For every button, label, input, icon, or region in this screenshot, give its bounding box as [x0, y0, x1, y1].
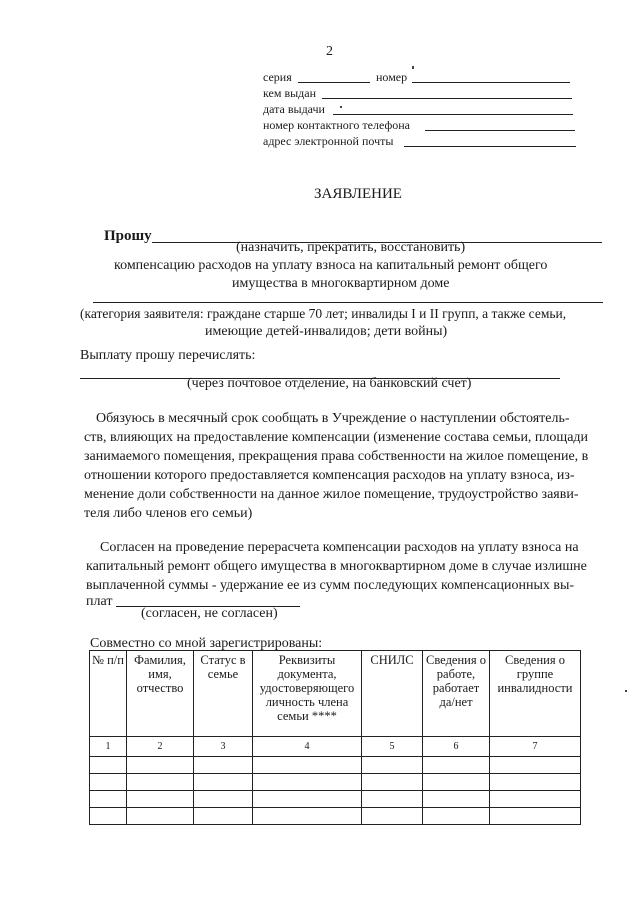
obligation-line: занимаемого помещения, прекращения права собственности на жилое помещение, в: [84, 449, 589, 464]
scan-speck: [625, 690, 627, 692]
consent-hint: (согласен, не согласен): [141, 606, 278, 621]
header-cell: Статус в семье: [194, 651, 253, 737]
issue-date-field[interactable]: [333, 114, 573, 115]
registered-caption: Совместно со мной зарегистрированы:: [90, 636, 323, 651]
email-field[interactable]: [404, 146, 576, 147]
request-label: Прошу: [104, 228, 152, 244]
obligation-line: Обязуюсь в месячный срок сообщать в Учреждение о наступлении обстоятель-: [96, 411, 570, 426]
request-text-line1: компенсацию расходов на уплату взноса на капитальный ремонт общего: [114, 258, 548, 273]
header-cell: Сведения о работе, работает да/нет: [423, 651, 490, 737]
consent-line: выплаченной суммы - удержание ее из сумм последующих компенсационных вы-: [86, 578, 575, 593]
request-text-line2: имущества в многоквартирном доме: [232, 276, 450, 291]
column-number: 5: [362, 737, 423, 757]
header-cell: Реквизиты документа, удостоверяющего личность члена семьи ****: [253, 651, 362, 737]
obligation-line: ств, влияющих на предоставление компенсации (изменение состава семьи, площади: [84, 430, 589, 445]
column-number: 4: [253, 737, 362, 757]
obligation-line: отношении которого предоставляется компенсация расходов на уплату взноса, из-: [84, 468, 575, 483]
scan-speck: [412, 66, 414, 69]
column-number: 2: [127, 737, 194, 757]
category-field[interactable]: [93, 302, 603, 303]
consent-line: капитальный ремонт общего имущества в многоквартирном доме в случае излишне: [86, 559, 587, 574]
registered-table: [89, 650, 581, 825]
table-row[interactable]: [90, 774, 581, 791]
issue-date-label: дата выдачи: [263, 102, 325, 116]
table-row[interactable]: [90, 791, 581, 808]
column-number: 6: [423, 737, 490, 757]
table-row[interactable]: [90, 757, 581, 774]
consent-line: Согласен на проведение перерасчета компенсации расходов на уплату взноса на: [100, 540, 579, 555]
email-label: адрес электронной почты: [263, 134, 394, 148]
request-hint: (назначить, прекратить, восстановить): [236, 240, 466, 255]
issued-by-label: кем выдан: [263, 86, 317, 100]
payment-label: Выплату прошу перечислять:: [80, 348, 256, 363]
header-cell: № п/п: [90, 651, 127, 737]
phone-field[interactable]: [425, 130, 575, 131]
category-line2: имеющие детей-инвалидов; дети войны): [205, 324, 448, 339]
document-title: ЗАЯВЛЕНИЕ: [314, 186, 402, 202]
obligation-line: менение доли собственности на данное жилое помещение, трудоустройство заяви-: [84, 487, 579, 502]
issued-by-field[interactable]: [322, 98, 572, 99]
table-row[interactable]: [90, 808, 581, 825]
category-line1: (категория заявителя: граждане старше 70 лет; инвалиды I и II групп, а также семьи,: [80, 306, 567, 321]
scan-speck: [340, 106, 342, 108]
obligation-line: теля либо членов его семьи): [84, 506, 253, 521]
series-field[interactable]: [298, 82, 370, 83]
payment-hint: (через почтовое отделение, на банковский счет): [187, 376, 472, 391]
column-number: 1: [90, 737, 127, 757]
phone-label: номер контактного телефона: [263, 118, 410, 132]
page-number: 2: [326, 44, 333, 59]
number-field[interactable]: [412, 82, 570, 83]
column-number: 7: [490, 737, 581, 757]
number-label: номер: [376, 70, 408, 84]
header-cell: Фамилия, имя, отчество: [127, 651, 194, 737]
series-label: серия: [263, 70, 292, 84]
header-cell: СНИЛС: [362, 651, 423, 737]
consent-prefix: плат: [86, 594, 113, 609]
column-number: 3: [194, 737, 253, 757]
header-cell: Сведения о группе инвалидности: [490, 651, 581, 737]
